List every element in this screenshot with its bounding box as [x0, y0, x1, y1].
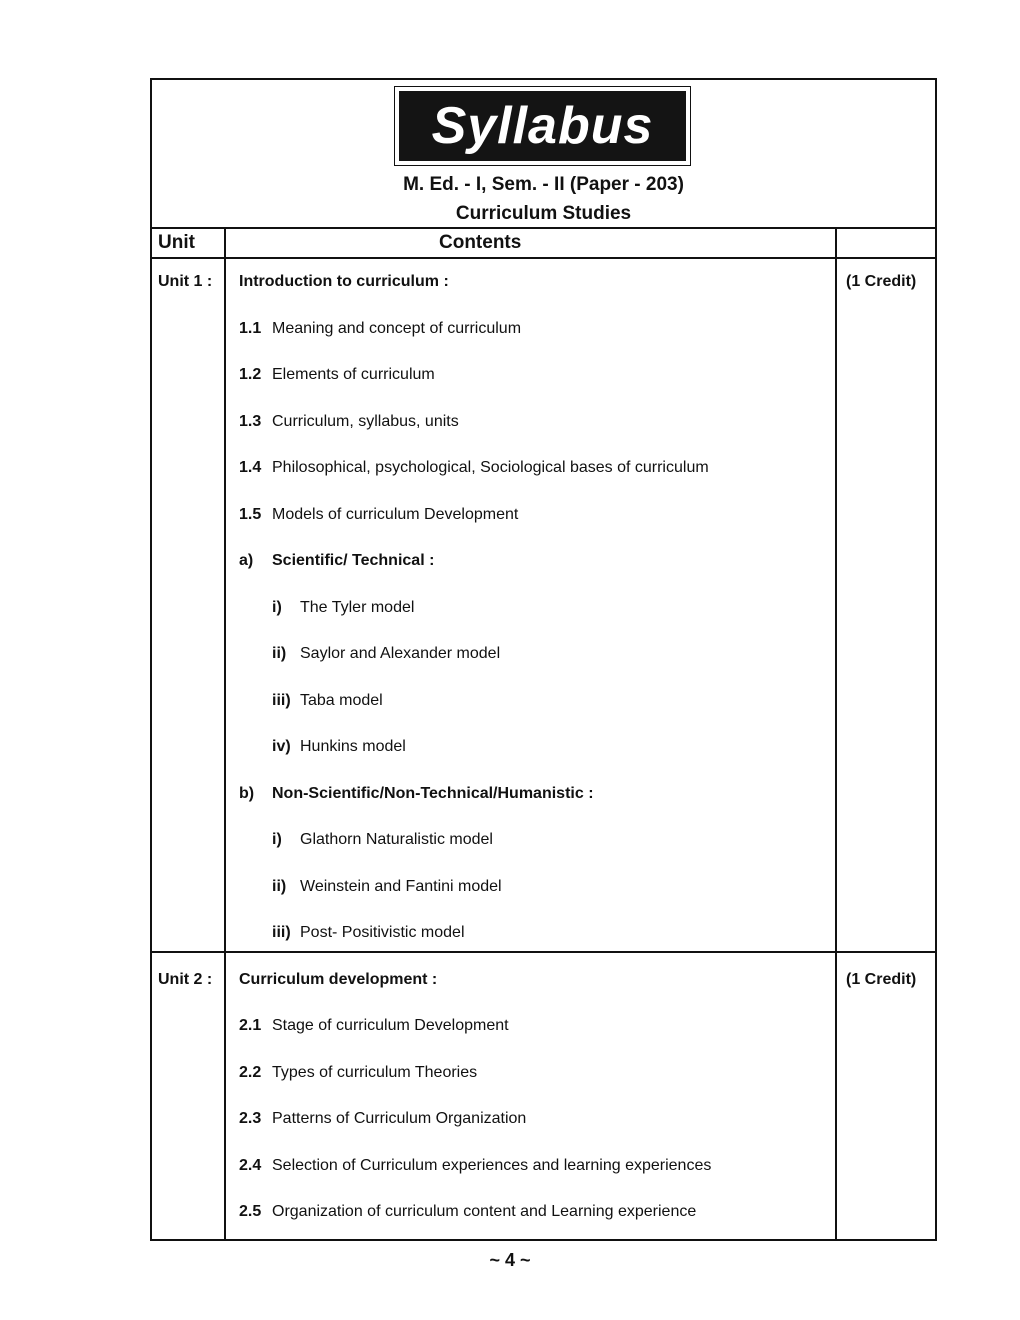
item-text: Post- Positivistic model — [300, 924, 465, 941]
item-text: Models of curriculum Development — [272, 506, 519, 523]
syllabus-logo — [394, 86, 691, 166]
item-number: 2.1 — [239, 1017, 262, 1034]
column-divider — [835, 229, 837, 1239]
item-number: 2.2 — [239, 1064, 262, 1081]
item-number: i) — [272, 599, 282, 616]
item-number: 1.3 — [239, 413, 262, 430]
item-number: 1.4 — [239, 459, 262, 476]
item-number: b) — [239, 785, 255, 802]
item-number: 2.3 — [239, 1110, 262, 1127]
item-text: Hunkins model — [300, 738, 406, 755]
header-unit: Unit — [158, 232, 195, 253]
unit-label: Unit 1 : — [158, 273, 213, 290]
unit-credit: (1 Credit) — [846, 273, 917, 290]
item-text: Selection of Curriculum experiences and learning experiences — [272, 1157, 712, 1174]
item-number: 2.5 — [239, 1203, 262, 1220]
item-number: 1.2 — [239, 366, 262, 383]
item-text: Non-Scientific/Non-Technical/Humanistic : — [272, 785, 594, 802]
item-number: iv) — [272, 738, 291, 755]
unit-title: Curriculum development : — [239, 971, 438, 988]
column-divider — [224, 229, 226, 1239]
item-text: Stage of curriculum Development — [272, 1017, 509, 1034]
item-text: The Tyler model — [300, 599, 415, 616]
item-text: Meaning and concept of curriculum — [272, 320, 522, 337]
header-section — [152, 80, 935, 229]
page-number: ~ 4 ~ — [489, 1250, 531, 1270]
unit-credit: (1 Credit) — [846, 971, 917, 988]
item-number: 2.4 — [239, 1157, 262, 1174]
logo-text: Syllabus — [431, 97, 654, 155]
item-text: Curriculum, syllabus, units — [272, 413, 459, 430]
item-number: 1.1 — [239, 320, 262, 337]
item-number: ii) — [272, 878, 287, 895]
item-number: a) — [239, 552, 254, 569]
item-text: Philosophical, psychological, Sociological bases of curriculum — [272, 459, 709, 476]
unit-divider — [152, 951, 935, 953]
course-line: M. Ed. - I, Sem. - II (Paper - 203) — [403, 174, 684, 195]
unit-title: Introduction to curriculum : — [239, 273, 449, 290]
unit-label: Unit 2 : — [158, 971, 213, 988]
item-text: Organization of curriculum content and Learning experience — [272, 1203, 697, 1220]
item-text: Taba model — [300, 692, 383, 709]
item-text: Glathorn Naturalistic model — [300, 831, 493, 848]
item-text: Scientific/ Technical : — [272, 552, 435, 569]
item-number: iii) — [272, 924, 291, 941]
item-number: ii) — [272, 645, 287, 662]
subject-title: Curriculum Studies — [455, 203, 632, 224]
table-header-row — [152, 229, 935, 259]
item-text: Weinstein and Fantini model — [300, 878, 502, 895]
item-number: 1.5 — [239, 506, 262, 523]
item-text: Elements of curriculum — [272, 366, 435, 383]
item-text: Patterns of Curriculum Organization — [272, 1110, 527, 1127]
header-contents: Contents — [439, 232, 522, 253]
item-text: Saylor and Alexander model — [300, 645, 501, 662]
item-text: Types of curriculum Theories — [272, 1064, 478, 1081]
syllabus-table — [150, 78, 937, 1241]
item-number: iii) — [272, 692, 291, 709]
item-number: i) — [272, 831, 282, 848]
